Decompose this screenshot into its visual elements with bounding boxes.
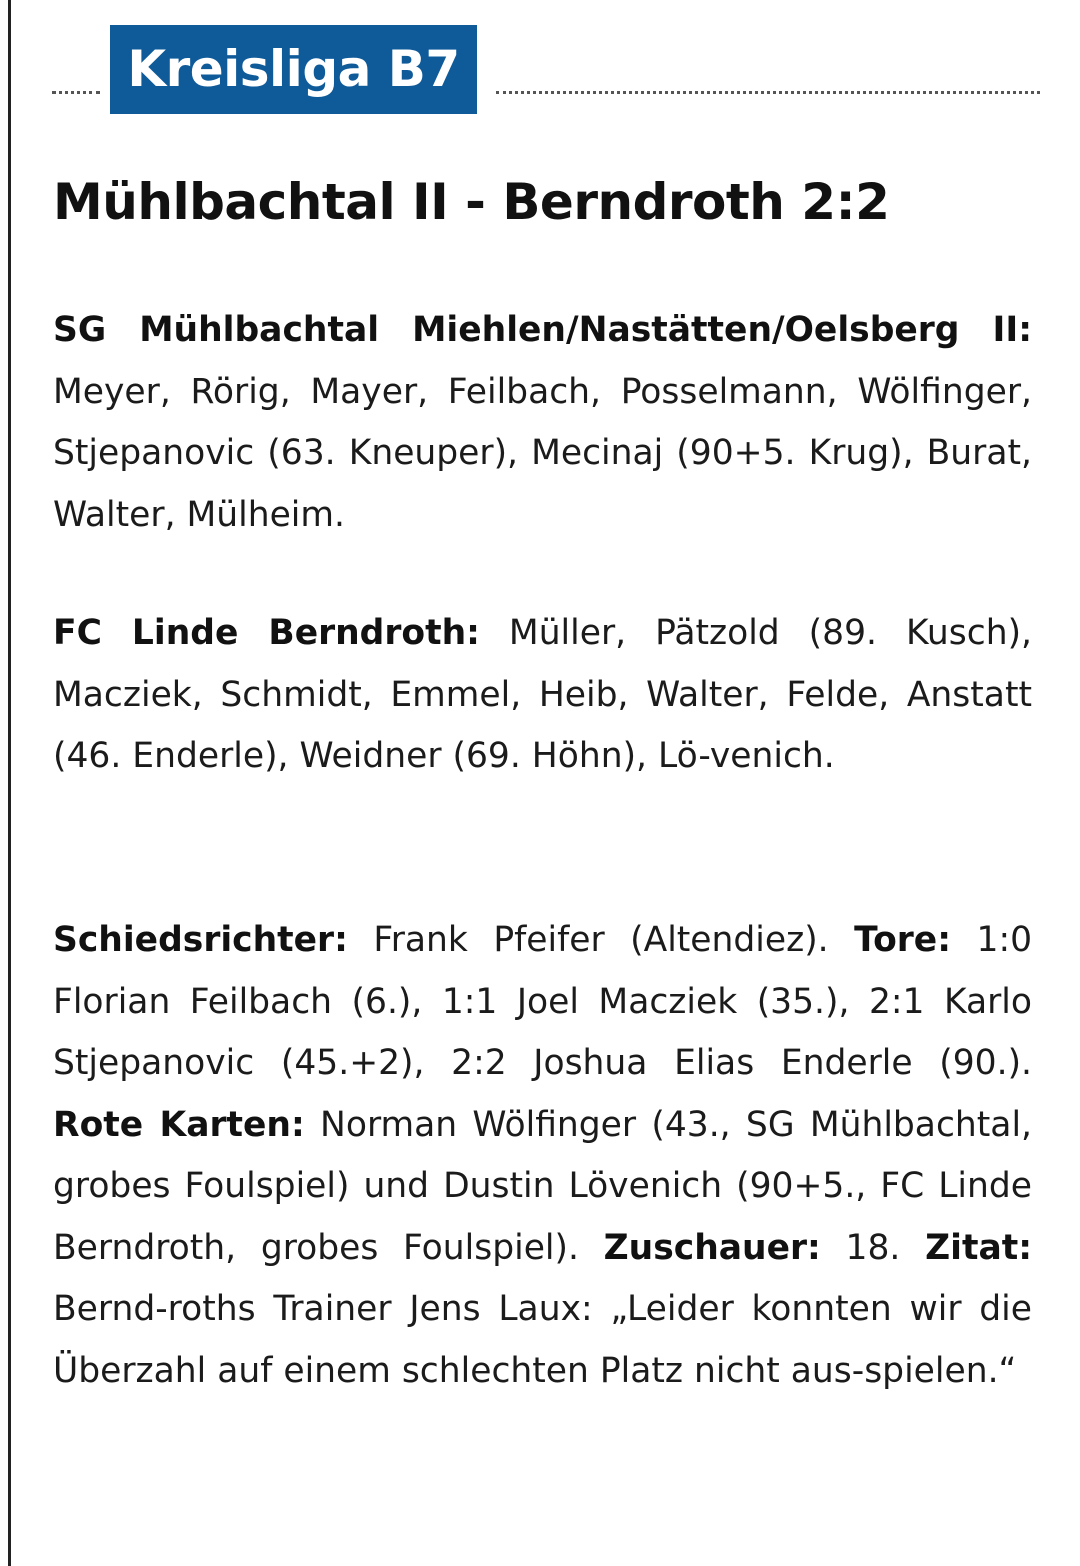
red-cards-value: Norman Wölfinger (43., SG Mühlbachtal, grobes Foulspiel) und Dustin Lövenich (90+5., FC Linde Berndroth, grobes Foulspiel). — [53, 1104, 1032, 1268]
red-cards-label: Rote Karten: — [53, 1104, 305, 1145]
dotted-rule-right — [496, 91, 1040, 94]
away-team-players: Müller, Pätzold (89. Kusch), Macziek, Schmidt, Emmel, Heib, Walter, Felde, Anstatt (46. Enderle), Weidner (69. Höhn), Lö-venich. — [53, 613, 1032, 776]
quote-value: Bernd-roths Trainer Jens Laux: „Leider konnten wir die Überzahl auf einem schlechten Platz nicht aus-spielen.“ — [53, 1289, 1032, 1391]
spectators-value: 18. — [845, 1227, 901, 1268]
match-title: Mühlbachtal II - Berndroth 2:2 — [53, 173, 890, 231]
away-team-label: FC Linde Berndroth: — [53, 613, 480, 653]
away-lineup-paragraph — [53, 603, 1032, 788]
quote-label: Zitat: — [925, 1227, 1033, 1268]
left-border-rule — [8, 0, 11, 1566]
home-team-label: SG Mühlbachtal Miehlen/Nastätten/Oelsberg II: — [53, 310, 1032, 350]
goals-value: 1:0 Florian Feilbach (6.), 1:1 Joel Macziek (35.), 2:1 Karlo Stjepanovic (45.+2), 2:2 Joshua Elias Enderle (90.). — [53, 920, 1033, 1083]
referee-value: Frank Pfeifer (Altendiez). — [373, 920, 829, 960]
home-lineup-paragraph — [53, 300, 1032, 546]
dotted-rule-left — [52, 91, 100, 94]
section-badge: Kreisliga B7 — [110, 25, 477, 114]
match-details-paragraph — [53, 910, 1032, 1402]
goals-label: Tore: — [854, 920, 952, 960]
section-header — [52, 25, 1040, 114]
home-team-players: Meyer, Rörig, Mayer, Feilbach, Posselmann, Wölfinger, Stjepanovic (63. Kneuper), Mecinaj (90+5. Krug), Burat, Walter, Mülheim. — [53, 371, 1032, 535]
referee-label: Schiedsrichter: — [53, 920, 348, 960]
spectators-label: Zuschauer: — [603, 1227, 821, 1268]
